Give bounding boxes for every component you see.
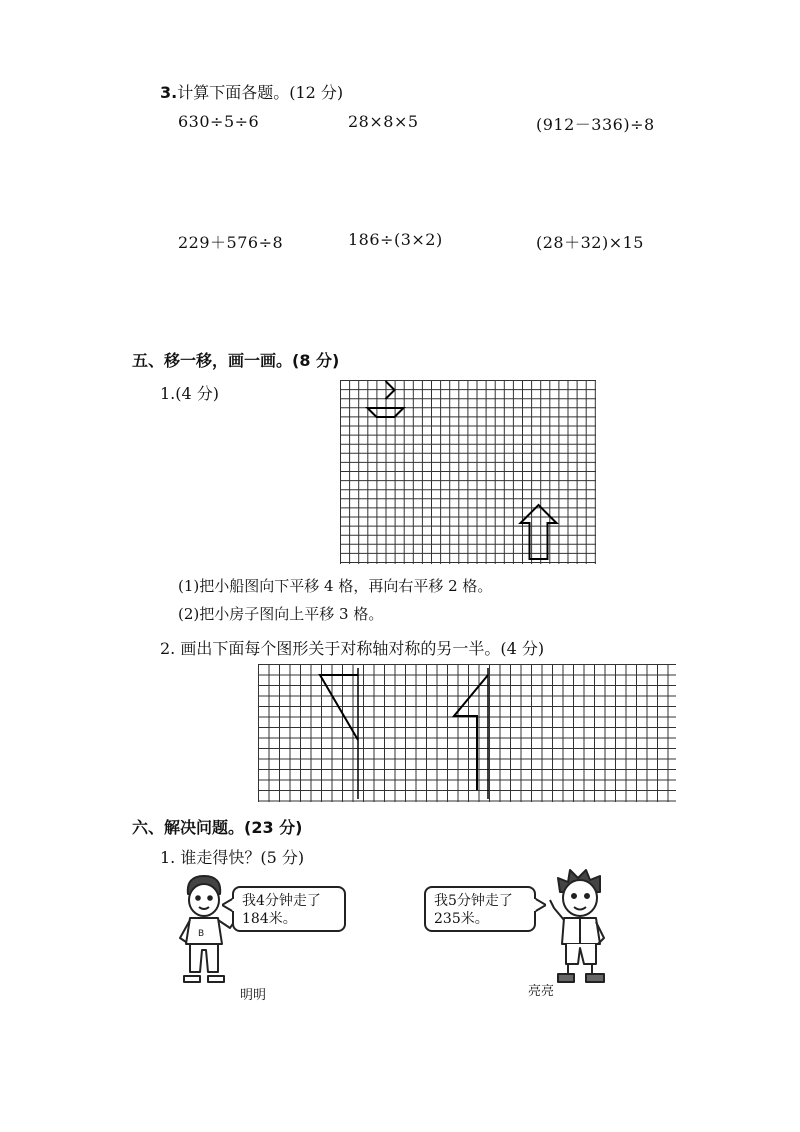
house-shape [521,505,557,559]
right-speech-bubble [424,886,536,932]
section-5-title: 五、移一移，画一画。(8 分) [132,351,340,370]
name-mingming: 明明 [240,988,267,1003]
instruction-2: (2)把小房子图向上平移 3 格。 [178,605,384,623]
expr-4: 229＋576÷8 [178,233,284,252]
section-6-title: 六、解决问题。(23 分) [132,818,303,837]
expr-6: (28＋32)×15 [536,233,644,252]
left-speech-bubble [232,886,346,932]
half-shape-2 [454,675,488,790]
left-bubble-line-2: 184米。 [242,911,297,927]
symmetry-grid [258,664,676,802]
boy-mingming-illustration [170,872,240,984]
expr-2: 28×8×5 [348,112,419,131]
right-bubble-line-1: 我5分钟走了 [434,893,513,909]
svg-text:B: B [198,929,205,939]
boy-liangliang-illustration [546,868,616,986]
sec6-q1-title: 1. 谁走得快？(5 分) [160,848,305,867]
expr-3: (912－336)÷8 [536,115,655,134]
left-bubble-tail [222,898,234,912]
expr-5: 186÷(3×2) [348,230,443,249]
right-bubble-line-2: 235米。 [434,911,489,927]
left-bubble-line-1: 我4分钟走了 [242,893,321,909]
sec5-q1-title: 1.(4 分) [160,384,220,403]
half-triangle-shape [320,675,358,740]
translation-grid [340,380,596,564]
name-liangliang: 亮亮 [528,984,555,999]
sec5-q2-title: 2. 画出下面每个图形关于对称轴对称的另一半。(4 分) [160,639,545,658]
instruction-1: (1)把小船图向下平移 4 格，再向右平移 2 格。 [178,577,493,595]
q3-title: 3.计算下面各题。(12 分) [160,83,344,102]
expr-1: 630÷5÷6 [178,112,260,131]
right-bubble-tail [534,898,546,912]
